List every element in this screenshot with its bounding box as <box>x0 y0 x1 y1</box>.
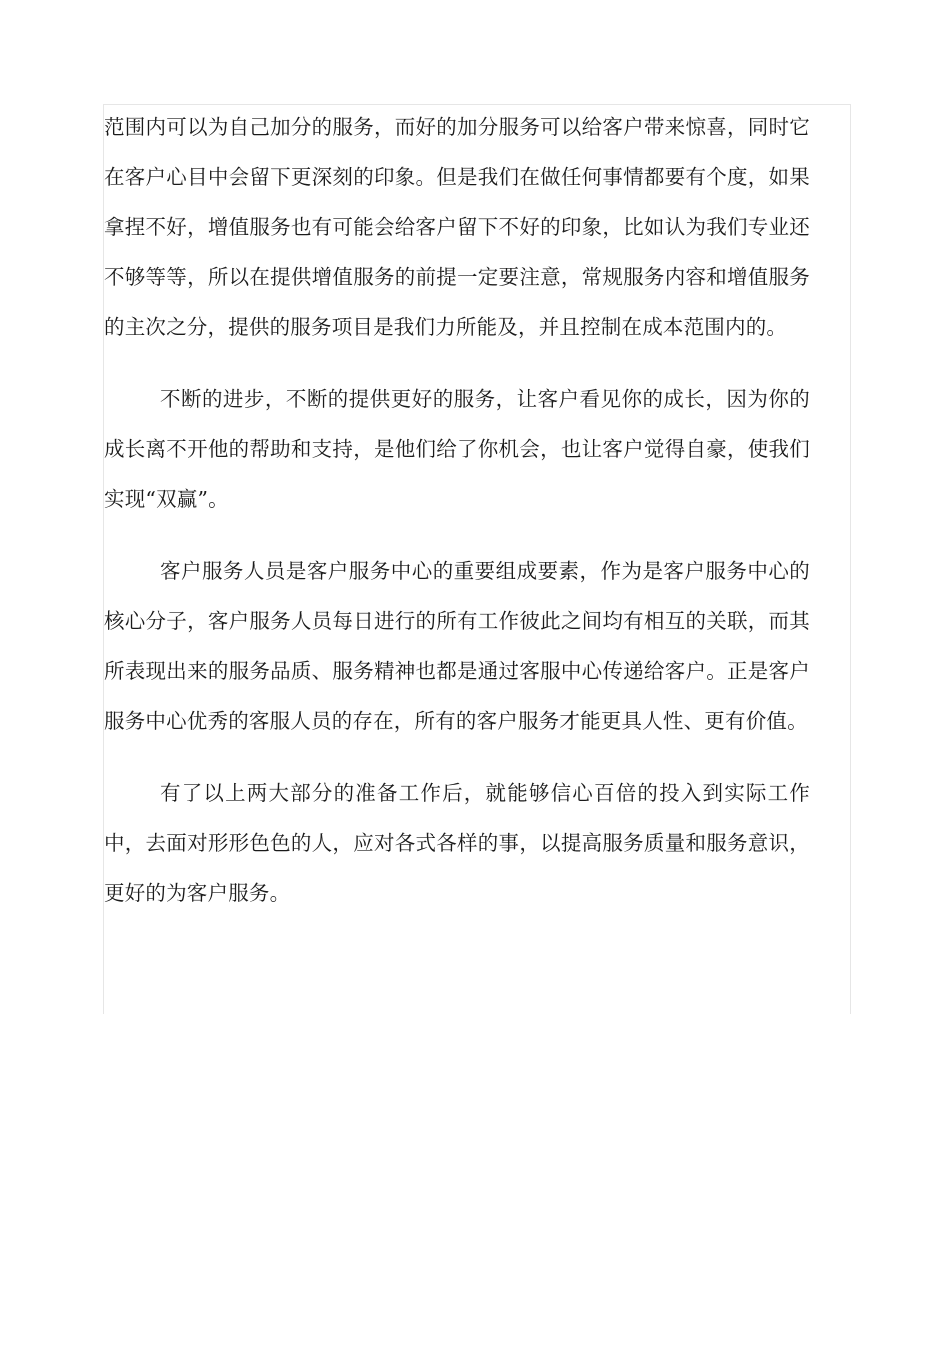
paragraph-conclusion: 有了以上两大部分的准备工作后，就能够信心百倍的投入到实际工作中，去面对形形色色的人，应对各式各样的事，以提高服务质量和服务意识，更好的为客户服务。 <box>104 781 810 905</box>
document-body <box>104 102 810 918</box>
paragraph-service-staff: 客户服务人员是客户服务中心的重要组成要素，作为是客户服务中心的核心分子，客户服务人员每日进行的所有工作彼此之间均有相互的关联，而其所表现出来的服务品质、服务精神也都是通过客服中心传递给客户。正是客户服务中心优秀的客服人员的存在，所有的客户服务才能更具人性、更有价值。 <box>104 559 810 733</box>
paragraph-value-added-service: 范围内可以为自己加分的服务，而好的加分服务可以给客户带来惊喜，同时它在客户心目中会留下更深刻的印象。但是我们在做任何事情都要有个度，如果拿捏不好，增值服务也有可能会给客户留下不好的印象，比如认为我们专业还不够等等，所以在提供增值服务的前提一定要注意，常规服务内容和增值服务的主次之分，提供的服务项目是我们力所能及，并且控制在成本范围内的。 <box>104 115 810 339</box>
paragraph-continuous-progress: 不断的进步，不断的提供更好的服务，让客户看见你的成长，因为你的成长离不开他的帮助和支持，是他们给了你机会，也让客户觉得自豪，使我们实现“双赢”。 <box>104 387 810 511</box>
